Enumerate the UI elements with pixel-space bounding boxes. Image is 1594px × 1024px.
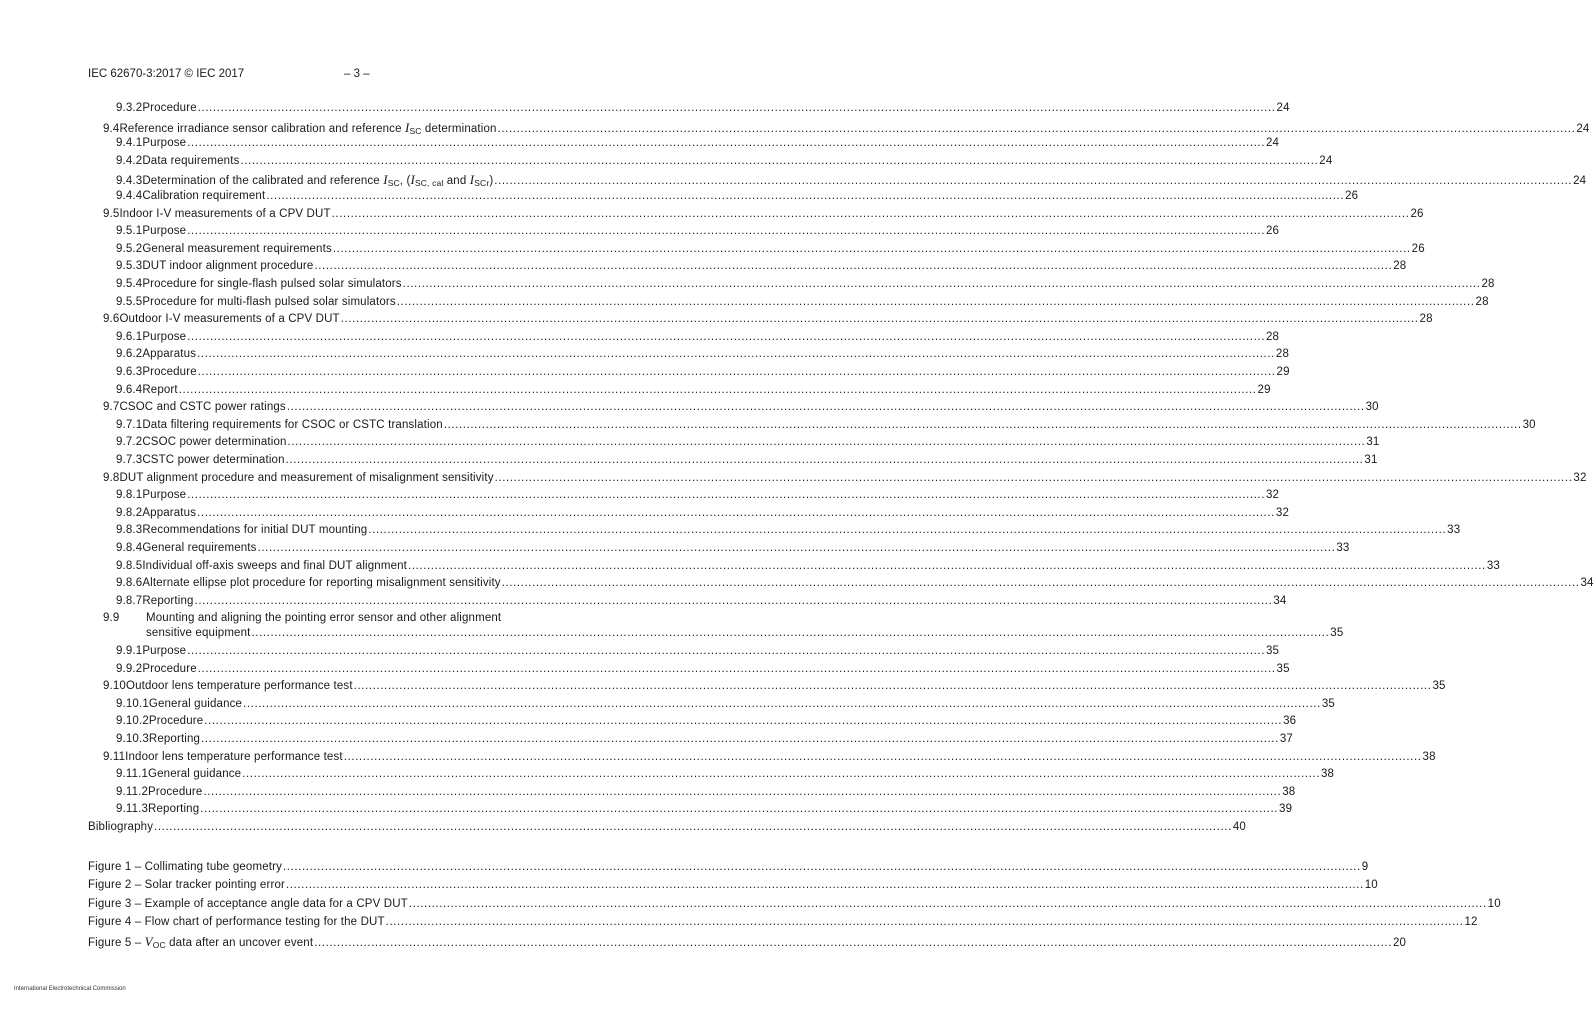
entry-title: Report bbox=[142, 383, 178, 396]
section-title bbox=[142, 172, 493, 188]
page-number: 29 bbox=[1276, 366, 1290, 378]
page-number: 24 bbox=[1319, 154, 1333, 167]
leader-dots bbox=[403, 278, 1481, 290]
page-number: 10 bbox=[1487, 897, 1501, 910]
section-title bbox=[142, 454, 284, 466]
section-number: 9.5.5 bbox=[116, 295, 143, 308]
leader-dots bbox=[341, 313, 1419, 325]
math-symbol: V bbox=[144, 934, 153, 950]
page-number: 26 bbox=[1266, 225, 1280, 238]
section-title bbox=[142, 663, 196, 675]
entry-title: General requirements bbox=[142, 542, 257, 554]
page-number: 28 bbox=[1275, 348, 1289, 361]
subscript: SC, cal bbox=[414, 178, 444, 189]
leader-dots bbox=[187, 331, 1265, 343]
entry-title: Apparatus bbox=[142, 506, 197, 519]
page-number: 36 bbox=[1283, 715, 1297, 728]
section-title bbox=[142, 384, 177, 396]
entry-title: General guidance bbox=[148, 768, 242, 781]
title-text: Figure 5 – bbox=[88, 937, 145, 950]
leader-dots bbox=[283, 861, 1361, 873]
math-symbol: I bbox=[383, 172, 388, 188]
toc-entry[interactable] bbox=[116, 662, 1290, 679]
title-text: , ( bbox=[399, 175, 411, 188]
math-symbol: I bbox=[404, 119, 410, 135]
entry-title: Indoor I-V measurements of a CPV DUT bbox=[119, 207, 331, 220]
leader-dots bbox=[197, 348, 1275, 360]
toc-entry[interactable] bbox=[116, 242, 1425, 259]
page-number: 31 bbox=[1364, 454, 1378, 466]
leader-dots bbox=[409, 898, 1487, 910]
toc-entry[interactable] bbox=[116, 644, 1280, 661]
toc-entry[interactable] bbox=[103, 207, 1424, 224]
entry-title: Indoor lens temperature performance test bbox=[125, 750, 343, 763]
toc-entry[interactable] bbox=[116, 330, 1280, 347]
leader-dots bbox=[195, 595, 1273, 607]
toc-entry[interactable] bbox=[116, 137, 1280, 153]
section-title bbox=[148, 803, 199, 815]
page-number: 30 bbox=[1365, 401, 1379, 414]
section-title bbox=[142, 366, 196, 378]
section-number: 9.10.2 bbox=[116, 715, 149, 728]
leader-dots bbox=[494, 175, 1572, 187]
subscript: SCr bbox=[474, 178, 490, 189]
leader-dots bbox=[354, 680, 1432, 692]
entry-title: Purpose bbox=[142, 225, 187, 238]
entry-title: Procedure for single-flash pulsed solar simulators bbox=[142, 278, 402, 290]
section-title bbox=[142, 137, 186, 149]
section-number: 9.8.5 bbox=[116, 559, 143, 572]
toc-entry[interactable] bbox=[116, 768, 1335, 784]
title-text: Determination of the calibrated and reference bbox=[142, 175, 384, 188]
page-number: 24 bbox=[1576, 122, 1590, 135]
section-title bbox=[149, 733, 200, 745]
figure-entry[interactable] bbox=[88, 861, 1369, 877]
leader-dots bbox=[444, 419, 1522, 431]
toc-entry[interactable] bbox=[116, 542, 1350, 558]
section-number: 9.4 bbox=[103, 122, 120, 135]
toc-entry[interactable] bbox=[116, 278, 1495, 294]
section-number: 9.6 bbox=[103, 313, 120, 326]
entry-title: Calibration requirement bbox=[142, 190, 266, 202]
leader-dots bbox=[200, 803, 1278, 815]
page-number: 26 bbox=[1345, 190, 1359, 202]
section-title bbox=[142, 560, 407, 572]
section-number: 9.11.2 bbox=[116, 785, 149, 798]
title-text: and bbox=[443, 175, 470, 188]
entry-title: CSOC and CSTC power ratings bbox=[119, 401, 286, 414]
section-title bbox=[142, 190, 265, 202]
leader-dots bbox=[198, 366, 1276, 378]
page-number: 37 bbox=[1279, 732, 1293, 745]
section-title bbox=[119, 313, 339, 325]
page-number: 28 bbox=[1393, 260, 1407, 273]
leader-dots bbox=[286, 454, 1364, 466]
toc-entry[interactable] bbox=[116, 102, 1290, 118]
page-number: 38 bbox=[1422, 750, 1436, 763]
entry-title: Outdoor lens temperature performance test bbox=[125, 680, 353, 693]
entry-title: Reporting bbox=[148, 803, 200, 816]
section-number: 9.9.2 bbox=[116, 662, 143, 675]
entry-title: Purpose bbox=[142, 489, 187, 502]
section-number: 9.11 bbox=[103, 750, 126, 763]
section-title bbox=[142, 278, 401, 290]
leader-dots bbox=[187, 489, 1265, 501]
section-title bbox=[125, 751, 343, 763]
section-number: 9.9.1 bbox=[116, 644, 143, 657]
section-title bbox=[142, 243, 332, 255]
entry-title: Bibliography bbox=[88, 820, 154, 833]
section-title bbox=[142, 645, 186, 657]
figure-title bbox=[88, 879, 285, 891]
math-symbol: I bbox=[410, 172, 415, 188]
entry-title: Procedure bbox=[142, 102, 197, 114]
section-number: 9.7.2 bbox=[116, 436, 143, 449]
figure-title bbox=[88, 916, 385, 928]
entry-title: Procedure bbox=[148, 785, 203, 798]
toc-entry[interactable] bbox=[116, 577, 1594, 593]
entry-title: Apparatus bbox=[142, 348, 197, 361]
page-number: 30 bbox=[1522, 418, 1536, 431]
section-number: 9.4.4 bbox=[116, 190, 143, 202]
figure-title bbox=[88, 898, 408, 910]
page-number: 28 bbox=[1419, 313, 1433, 326]
page-number: 32 bbox=[1573, 471, 1587, 484]
entry-title: Data requirements bbox=[142, 154, 240, 167]
section-number: 9.3.2 bbox=[116, 102, 143, 114]
page-number: 10 bbox=[1364, 879, 1378, 892]
page-number: 33 bbox=[1447, 524, 1461, 537]
section-number: 9.5.4 bbox=[116, 278, 143, 290]
section-title bbox=[142, 155, 239, 167]
toc-entry[interactable] bbox=[116, 260, 1407, 276]
entry-title: DUT alignment procedure and measurement of misalignment sensitivity bbox=[119, 471, 494, 484]
section-title-continued: sensitive equipment bbox=[146, 626, 251, 639]
toc-entry[interactable] bbox=[116, 190, 1359, 206]
page-number: 40 bbox=[1232, 820, 1246, 833]
section-number: 9.5.2 bbox=[116, 242, 143, 255]
leader-dots bbox=[386, 916, 1464, 928]
section-title bbox=[142, 348, 196, 360]
footer-publisher: International Electrotechnical Commission bbox=[14, 986, 126, 992]
entry-title: Outdoor I-V measurements of a CPV DUT bbox=[119, 313, 340, 326]
section-title bbox=[142, 419, 442, 431]
leader-dots bbox=[197, 507, 1275, 519]
figure-entry[interactable] bbox=[88, 934, 1407, 951]
page-number: 9 bbox=[1361, 861, 1369, 873]
leader-dots bbox=[187, 225, 1265, 237]
section-title bbox=[148, 786, 202, 798]
leader-dots bbox=[201, 733, 1279, 745]
entry-title: Reporting bbox=[148, 732, 201, 745]
section-title bbox=[142, 102, 196, 114]
section-title bbox=[148, 768, 241, 780]
section-number: 9.6.2 bbox=[116, 348, 143, 361]
leader-dots bbox=[314, 260, 1392, 272]
leader-dots bbox=[203, 786, 1281, 798]
leader-dots bbox=[266, 190, 1344, 202]
toc-entry[interactable] bbox=[116, 803, 1293, 819]
entry-title: General guidance bbox=[148, 697, 243, 710]
section-number: 9.8.1 bbox=[116, 489, 143, 502]
page-number: 26 bbox=[1410, 207, 1424, 220]
section-number: 9.5.3 bbox=[116, 260, 143, 273]
entry-title: Procedure bbox=[142, 366, 197, 378]
entry-title: Individual off-axis sweeps and final DUT alignment bbox=[142, 559, 408, 572]
section-number: 9.10.3 bbox=[116, 732, 149, 745]
entry-title: Figure 3 – Example of acceptance angle data for a CPV DUT bbox=[88, 897, 408, 910]
toc-entry[interactable] bbox=[116, 785, 1296, 802]
leader-dots bbox=[368, 524, 1446, 536]
subscript: SC bbox=[409, 125, 422, 136]
toc-entry[interactable] bbox=[103, 471, 1587, 488]
section-title bbox=[142, 331, 186, 343]
leader-dots bbox=[333, 243, 1411, 255]
section-number: 9.5 bbox=[103, 207, 120, 220]
leader-dots bbox=[286, 879, 1364, 891]
entry-title: Procedure bbox=[142, 662, 197, 675]
leader-dots bbox=[154, 821, 1232, 833]
toc-entry[interactable] bbox=[116, 506, 1289, 523]
leader-dots bbox=[408, 560, 1486, 572]
leader-dots bbox=[198, 663, 1276, 675]
toc-entry[interactable] bbox=[116, 697, 1335, 714]
toc-entry[interactable] bbox=[116, 559, 1500, 576]
page-number: 35 bbox=[1321, 697, 1335, 710]
section-title bbox=[142, 260, 313, 272]
toc-entry-continuation[interactable] bbox=[146, 626, 1344, 643]
entry-title: Figure 2 – Solar tracker pointing error bbox=[88, 879, 285, 892]
entry-title: Procedure bbox=[148, 715, 204, 728]
figure-entry[interactable] bbox=[88, 897, 1501, 914]
leader-dots bbox=[397, 296, 1475, 308]
page-number: 35 bbox=[1276, 662, 1290, 675]
entry-title: Reporting bbox=[142, 594, 194, 607]
page-number: 38 bbox=[1321, 768, 1335, 781]
subscript: OC bbox=[152, 940, 166, 951]
leader-dots bbox=[332, 208, 1410, 220]
toc-entry[interactable] bbox=[116, 366, 1290, 382]
page-number: 32 bbox=[1266, 489, 1280, 502]
toc-entry[interactable] bbox=[103, 680, 1446, 696]
figure-title bbox=[88, 934, 313, 950]
page-number: 26 bbox=[1411, 242, 1425, 255]
entry-title: General measurement requirements bbox=[142, 242, 332, 255]
leader-dots bbox=[314, 937, 1392, 949]
leader-dots bbox=[498, 123, 1576, 135]
leader-dots bbox=[288, 436, 1366, 448]
entry-title: Figure 1 – Collimating tube geometry bbox=[88, 861, 282, 873]
page-number: 24 bbox=[1266, 137, 1280, 150]
title-text: determination bbox=[421, 122, 497, 135]
section-number: 9.4.1 bbox=[116, 137, 143, 150]
page-number: 39 bbox=[1279, 803, 1293, 816]
toc-entry[interactable] bbox=[88, 820, 1246, 837]
toc-entry[interactable] bbox=[116, 715, 1297, 731]
section-title bbox=[142, 225, 186, 237]
subscript: SC bbox=[387, 178, 400, 189]
figure-entry[interactable] bbox=[88, 879, 1378, 895]
section-title bbox=[142, 507, 196, 519]
section-title bbox=[126, 680, 353, 692]
page-number: 31 bbox=[1366, 436, 1380, 449]
page-number: 33 bbox=[1486, 559, 1500, 572]
section-number: 9.4.3 bbox=[116, 175, 143, 188]
leader-dots bbox=[252, 627, 1330, 639]
toc-entry[interactable] bbox=[116, 732, 1293, 749]
entry-title: Figure 4 – Flow chart of performance testing for the DUT bbox=[88, 915, 385, 928]
section-title bbox=[119, 120, 496, 136]
toc-entry[interactable] bbox=[116, 524, 1461, 540]
toc-entry[interactable] bbox=[116, 383, 1271, 400]
entry-title: Procedure for multi-flash pulsed solar simulators bbox=[142, 295, 396, 308]
section-number: 9.10 bbox=[103, 680, 126, 693]
entry-title: Purpose bbox=[142, 644, 187, 657]
toc-entry[interactable] bbox=[103, 750, 1436, 767]
leader-dots bbox=[179, 384, 1257, 396]
section-number: 9.8.2 bbox=[116, 506, 143, 519]
figure-entry[interactable] bbox=[88, 915, 1478, 932]
page-number: 20 bbox=[1392, 937, 1407, 950]
section-number: 9.11.1 bbox=[116, 768, 149, 781]
section-title bbox=[119, 208, 330, 220]
toc-entry[interactable] bbox=[116, 348, 1289, 364]
section-number: 9.8.7 bbox=[116, 594, 143, 607]
leader-dots bbox=[502, 577, 1580, 589]
section-number: 9.6.3 bbox=[116, 366, 143, 378]
entry-title: CSTC power determination bbox=[142, 454, 285, 466]
section-title bbox=[142, 489, 186, 501]
section-number: 9.6.4 bbox=[116, 383, 143, 396]
section-title bbox=[149, 715, 203, 727]
section-number: 9.6.1 bbox=[116, 330, 143, 343]
leader-dots bbox=[187, 645, 1265, 657]
toc-entry[interactable] bbox=[116, 454, 1378, 470]
page-number: 24 bbox=[1276, 102, 1290, 114]
leader-dots bbox=[187, 137, 1265, 149]
page-number: 34 bbox=[1273, 594, 1287, 607]
title-text: Reference irradiance sensor calibration and reference bbox=[119, 122, 405, 135]
section-number: 9.7.1 bbox=[116, 418, 143, 431]
entry-title: Purpose bbox=[142, 330, 187, 343]
leader-dots bbox=[243, 698, 1321, 710]
section-title bbox=[146, 612, 501, 624]
leader-dots bbox=[204, 715, 1282, 727]
entry-title: Data filtering requirements for CSOC or CSTC translation bbox=[142, 418, 443, 431]
page-number: 28 bbox=[1266, 330, 1280, 343]
section-number: 9.7 bbox=[103, 401, 120, 414]
toc-entry[interactable] bbox=[103, 119, 1590, 136]
toc-entry[interactable] bbox=[116, 225, 1280, 241]
section-number: 9.8 bbox=[103, 471, 120, 484]
leader-dots bbox=[198, 102, 1276, 114]
section-number: 9.8.6 bbox=[116, 577, 143, 590]
section-number: 9.7.3 bbox=[116, 454, 143, 466]
leader-dots bbox=[242, 768, 1320, 780]
toc-entry[interactable] bbox=[116, 436, 1380, 452]
leader-dots bbox=[344, 751, 1422, 763]
section-title bbox=[142, 595, 193, 607]
page-number: 29 bbox=[1257, 383, 1271, 396]
header-document-id: IEC 62670-3:2017 © IEC 2017 bbox=[88, 68, 245, 80]
entry-title: Purpose bbox=[142, 137, 187, 150]
toc-entry[interactable] bbox=[116, 489, 1280, 505]
toc-entry[interactable] bbox=[103, 401, 1379, 417]
section-title bbox=[119, 401, 285, 413]
page-number: 32 bbox=[1275, 506, 1289, 519]
leader-dots bbox=[240, 155, 1318, 167]
section-number: 9.9 bbox=[103, 612, 120, 625]
page-number: 34 bbox=[1580, 577, 1594, 590]
entry-title: Mounting and aligning the pointing error sensor and other alignment bbox=[146, 612, 502, 625]
toc-entry[interactable] bbox=[116, 172, 1587, 189]
section-title bbox=[142, 436, 286, 448]
title-text: ) bbox=[489, 175, 494, 188]
section-number: 9.11.3 bbox=[116, 803, 149, 816]
section-title bbox=[142, 577, 500, 589]
title-text: data after an uncover event bbox=[165, 937, 314, 950]
section-number: 9.8.4 bbox=[116, 542, 143, 554]
page-number: 24 bbox=[1573, 175, 1587, 188]
section-title bbox=[142, 296, 395, 308]
page-number: 28 bbox=[1475, 295, 1489, 308]
section-number: 9.10.1 bbox=[116, 697, 149, 710]
entry-title: DUT indoor alignment procedure bbox=[142, 260, 314, 273]
section-title bbox=[149, 698, 242, 710]
leader-dots bbox=[287, 401, 1365, 413]
math-symbol: I bbox=[469, 172, 475, 188]
page-number: 12 bbox=[1464, 915, 1478, 928]
section-title bbox=[119, 472, 493, 484]
page-number: 35 bbox=[1330, 626, 1344, 639]
figure-title bbox=[88, 861, 282, 873]
page-number: 28 bbox=[1481, 278, 1495, 290]
toc-entry[interactable] bbox=[116, 154, 1333, 171]
leader-dots bbox=[495, 472, 1573, 484]
header-page-number: – 3 – bbox=[344, 68, 370, 80]
page-number: 35 bbox=[1432, 680, 1446, 693]
page-number: 35 bbox=[1266, 644, 1280, 657]
toc-entry[interactable] bbox=[103, 313, 1433, 329]
section-title bbox=[142, 524, 367, 536]
toc-entry[interactable] bbox=[116, 295, 1489, 312]
section-number: 9.5.1 bbox=[116, 225, 143, 238]
entry-title: CSOC power determination bbox=[142, 436, 287, 449]
entry-title: Alternate ellipse plot procedure for reporting misalignment sensitivity bbox=[142, 577, 501, 590]
entry-title: Recommendations for initial DUT mounting bbox=[142, 524, 368, 537]
section-title bbox=[88, 821, 153, 833]
toc-entry[interactable] bbox=[116, 418, 1536, 435]
page-number: 38 bbox=[1282, 785, 1296, 798]
section-title bbox=[142, 542, 256, 554]
toc-entry[interactable] bbox=[116, 594, 1287, 611]
page-number: 33 bbox=[1336, 542, 1350, 554]
section-number: 9.8.3 bbox=[116, 524, 143, 537]
leader-dots bbox=[258, 542, 1336, 554]
section-number: 9.4.2 bbox=[116, 154, 143, 167]
